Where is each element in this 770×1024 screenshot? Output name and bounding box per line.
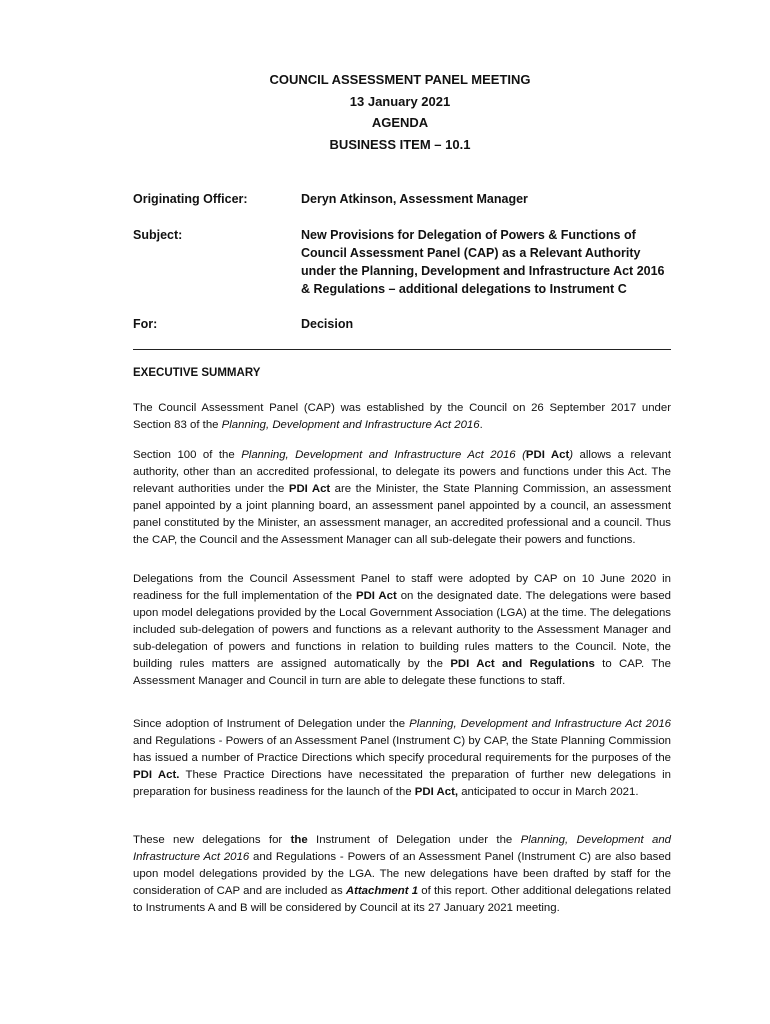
p2-pdi-act: PDI Act	[525, 449, 570, 461]
agenda-label: AGENDA	[371, 115, 429, 130]
document-header	[0, 69, 770, 155]
p3-text-e: to CAP. The Assessment Manager and Council in turn are able to delegate these functions to staff.	[133, 658, 671, 687]
paragraph-5	[133, 832, 671, 917]
meeting-title: COUNCIL ASSESSMENT PANEL MEETING	[269, 72, 531, 87]
p4-act-title: Planning, Development and Infrastructure Act 2016	[409, 718, 671, 730]
p4-text-e: These Practice Directions have necessitated the preparation of further new delegations in preparation for business readiness for the launch of the	[133, 769, 672, 798]
p3-pdi-regulations: PDI Act and Regulations	[450, 658, 595, 670]
p5-text-e: and Regulations - Powers of an Assessment Panel (Instrument C) are also based upon model delegations provided by the LGA. The new delegations have been drafted by staff for the consideration of CAP and are included as	[133, 851, 671, 897]
p1-text-c: .	[479, 419, 483, 431]
p4-pdi-act-2: PDI Act,	[414, 786, 459, 798]
subject-label: Subject:	[133, 228, 183, 242]
subject-value: New Provisions for Delegation of Powers & Functions of Council Assessment Panel (CAP) as a Relevant Authority under the Planning, Development and Infrastructure Act 2016 & Regulations – additional delegations to Instrument C	[301, 228, 665, 296]
p2-paren: )	[569, 449, 574, 461]
originating-officer-label: Originating Officer:	[133, 192, 248, 206]
paragraph-2	[133, 447, 671, 549]
meeting-date: 13 January 2021	[349, 93, 451, 109]
p3-pdi-act: PDI Act	[355, 590, 397, 602]
p4-pdi-act: PDI Act.	[133, 769, 180, 781]
p5-text-a: These new delegations for	[133, 834, 291, 846]
p4-text-a: Since adoption of Instrument of Delegation under the	[133, 718, 410, 730]
for-value: Decision	[301, 317, 354, 331]
p5-the: the	[290, 834, 308, 846]
p2-text-a: Section 100 of the	[133, 449, 242, 461]
business-item: BUSINESS ITEM – 10.1	[329, 136, 471, 152]
paragraph-4	[133, 716, 671, 801]
p1-text-a: The Council Assessment Panel (CAP) was established by the Council on 26 September 2017 under Section 83 of the	[133, 402, 671, 431]
section-heading: EXECUTIVE SUMMARY	[133, 367, 261, 379]
originating-officer-value: Deryn Atkinson, Assessment Manager	[301, 192, 528, 206]
divider	[133, 349, 671, 350]
p1-act-title: Planning, Development and Infrastructure Act 2016	[221, 419, 480, 431]
p4-text-c: and Regulations - Powers of an Assessment Panel (Instrument C) by CAP, the State Planning Commission has issued a number of Practice Directions which specify procedural requirements for the purposes of the	[133, 735, 671, 764]
p5-text-c: Instrument of Delegation under the	[307, 834, 521, 846]
p2-text-g: are the Minister, the State Planning Commission, an assessment panel appointed by a joint planning board, an assessment panel appointed by a council, an assessment panel constituted by the Minister, an assessment manager, an accredited professional and a council. Thus the CAP, the Council and the Assessment Manager can all sub-delegate their powers and functions.	[133, 483, 671, 546]
paragraph-1	[133, 400, 671, 434]
p3-text-c: on the designated date. The delegations were based upon model delegations provided by the Local Government Association (LGA) at the time. The delegations included sub-delegation of powers and functions as a relevant authority to the Assessment Manager and sub-delegation of powers and functions in relation to building rules matters to the Council. Note, the building rules matters are assigned automatically by the	[133, 590, 671, 670]
p2-text-e: allows a relevant authority, other than an accredited professional, to delegate its powers and functions under this Act. The relevant authorities under the	[133, 449, 671, 495]
for-label: For:	[133, 317, 158, 331]
p5-act-title: Planning, Development and Infrastructure Act 2016	[133, 834, 671, 863]
p3-text-a: Delegations from the Council Assessment Panel to staff were adopted by CAP on 10 June 2020 in readiness for the full implementation of the	[133, 573, 671, 602]
p5-text-g: of this report. Other additional delegations related to Instruments A and B will be considered by Council at its 27 January 2021 meeting.	[133, 885, 671, 914]
p2-pdi-act-2: PDI Act	[288, 483, 331, 495]
p5-attachment-link: Attachment 1	[345, 885, 419, 897]
paragraph-3	[133, 571, 671, 690]
p2-act-title: Planning, Development and Infrastructure Act 2016 (	[241, 449, 526, 461]
p4-text-g: anticipated to occur in March 2021.	[458, 786, 639, 798]
